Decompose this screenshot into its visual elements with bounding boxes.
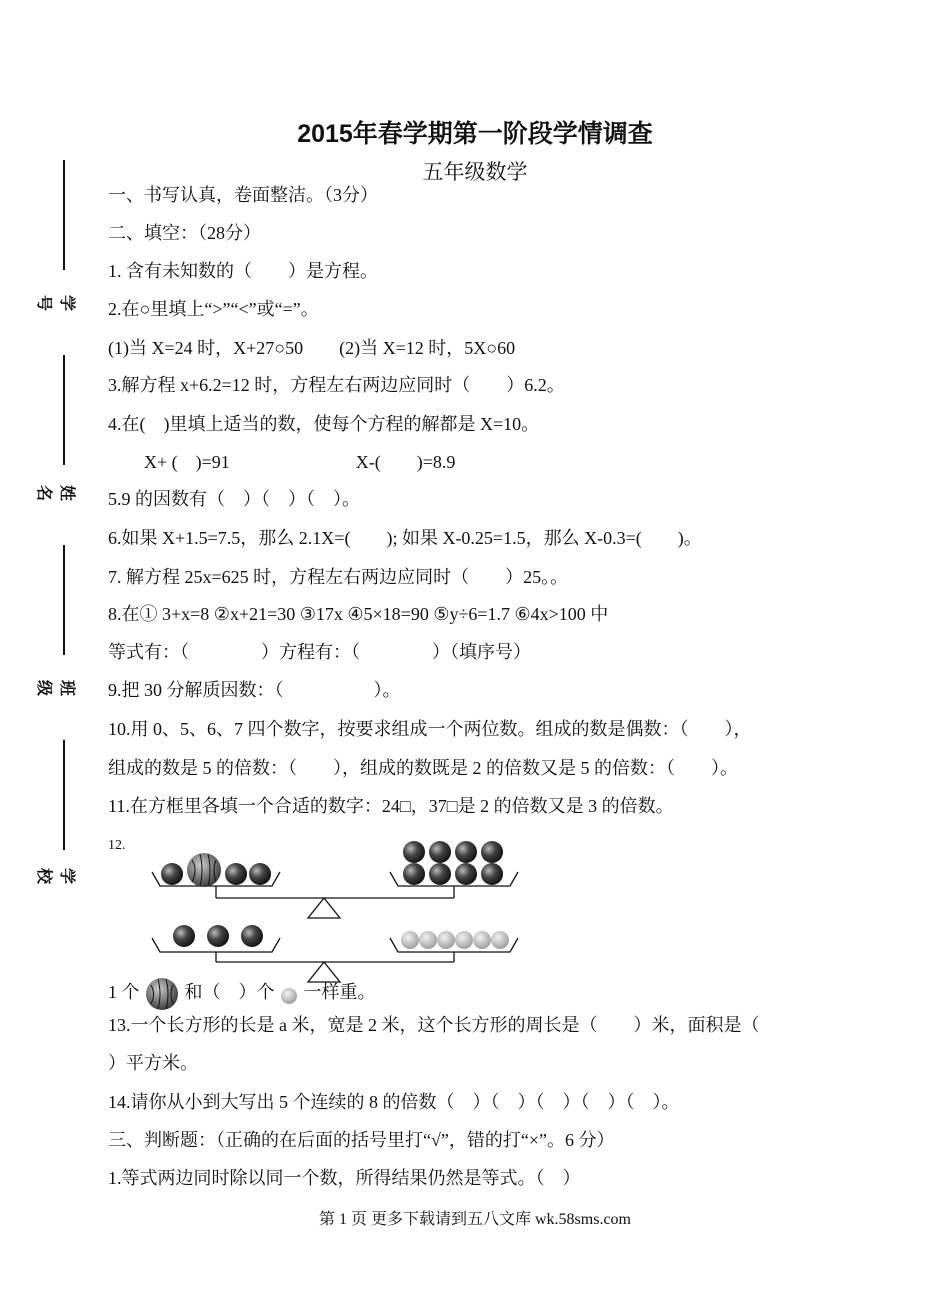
side-line-1	[63, 160, 65, 270]
question-1: 1. 含有未知数的（ ）是方程。	[108, 261, 378, 281]
question-10: 10.用 0、5、6、7 四个数字，按要求组成一个两位数。组成的数是偶数：（ ），	[108, 719, 752, 739]
side-label-name: 姓名	[35, 484, 77, 501]
side-line-4	[63, 740, 65, 850]
question-4-equations: X+ ( )=91 X-( )=8.9	[108, 452, 456, 472]
page-subtitle: 五年级数学	[422, 161, 528, 184]
q12-prefix: 1 个	[108, 982, 140, 1003]
orange-icon	[279, 984, 299, 1004]
section-1-heading: 一、书写认真，卷面整洁。（3分）	[108, 185, 378, 205]
question-12-answer	[108, 976, 376, 1012]
student-info-margin	[35, 160, 80, 900]
side-line-3	[63, 545, 65, 655]
question-8-answers: 等式有：（ ）方程有：（ ）（填序号）	[108, 642, 531, 662]
question-12-label: 12.	[108, 838, 126, 853]
side-label-student-number: 学号	[35, 294, 77, 311]
watermelon-top	[187, 853, 221, 887]
question-5: 5.9 的因数有（ ）（ ）（ ）。	[108, 489, 360, 509]
question-2-parts: (1)当 X=24 时，X+27○50 (2)当 X=12 时，5X○60	[108, 338, 516, 358]
question-4: 4.在( )里填上适当的数，使每个方程的解都是 X=10。	[108, 414, 540, 434]
bottom-scale	[152, 925, 518, 982]
question-13: 13.一个长方形的长是 a 米，宽是 2 米，这个长方形的周长是（ ）米，面积是（	[108, 1015, 760, 1035]
question-13-continued: ）平方米。	[108, 1053, 198, 1073]
balance-scales-illustration	[148, 832, 528, 992]
question-10-continued: 组成的数是 5 的倍数：（ ），组成的数既是 2 的倍数又是 5 的倍数：（ ）。	[108, 758, 738, 778]
judgment-question-1: 1.等式两边同时除以同一个数，所得结果仍然是等式。（ ）	[108, 1168, 581, 1188]
side-label-school: 学校	[35, 867, 77, 884]
top-scale	[152, 841, 518, 918]
question-7: 7. 解方程 25x=625 时，方程左右两边应同时（ ）25。。	[108, 567, 569, 587]
question-3: 3.解方程 x+6.2=12 时，方程左右两边应同时（ ）6.2。	[108, 375, 565, 395]
question-9: 9.把 30 分解质因数：（ ）。	[108, 680, 401, 700]
side-label-class: 班级	[35, 679, 77, 696]
side-line-2	[63, 355, 65, 465]
question-11: 11.在方框里各填一个合适的数字：24□，37□是 2 的倍数又是 3 的倍数。	[108, 796, 674, 816]
watermelon-icon	[144, 976, 180, 1012]
section-2-heading: 二、填空：（28分）	[108, 223, 261, 243]
q12-suffix: 一样重。	[303, 982, 376, 1003]
question-8: 8.在① 3+x=8 ②x+21=30 ③17x ④5×18=90 ⑤y÷6=1.7 ⑥4x>100 中	[108, 604, 609, 624]
question-6: 6.如果 X+1.5=7.5，那么 2.1X=( ); 如果 X-0.25=1.5，那么 X-0.3=( )。	[108, 528, 702, 548]
section-3-heading: 三、判断题：（正确的在后面的括号里打“√”，错的打“×”。6 分）	[108, 1130, 615, 1150]
question-2: 2.在○里填上“>”“<”或“=”。	[108, 299, 319, 319]
question-14: 14.请你从小到大写出 5 个连续的 8 的倍数（ ）（ ）（ ）（ ）（ ）。	[108, 1092, 680, 1112]
page-title: 2015年春学期第一阶段学情调查	[297, 120, 653, 148]
page-footer: 第 1 页 更多下载请到五八文库 wk.58sms.com	[318, 1211, 631, 1228]
q12-middle: 和（ ）个	[184, 982, 275, 1003]
